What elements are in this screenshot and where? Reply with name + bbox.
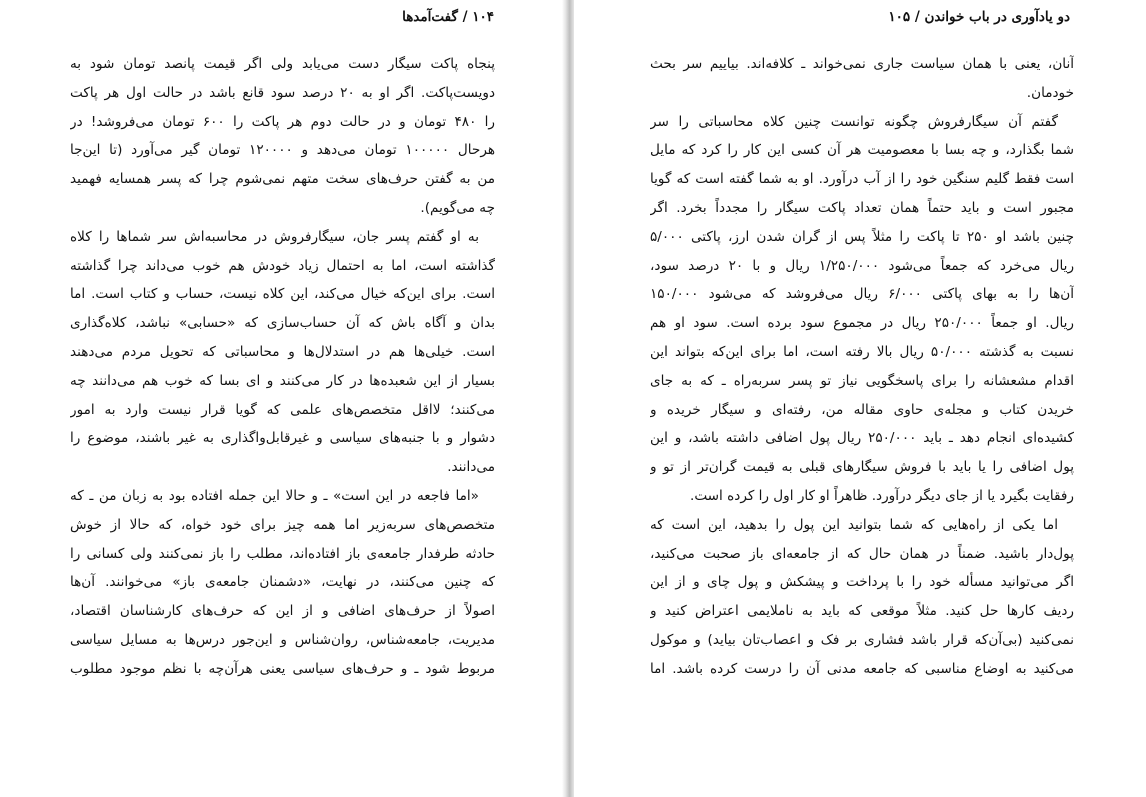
text-line: رفقایت بگیرد یا از جای دیگر درآورد. ظاهراً او کار اول را کرده است. [690,487,1074,504]
text-line: مجبور است و باید حتماً همان تعداد پاکت سیگار را مجدداً بخرد. اگر [650,199,1074,216]
text-line: آن‌ها را به بهای پاکتی ۶/۰۰۰ ریال می‌فروشد که می‌شود ۱۵۰/۰۰۰ [650,286,1074,303]
text-line: مربوط شود ـ و حرف‌های سیاسی یعنی هرآن‌چه با نظم موجود مطلوب [70,660,495,677]
text-line: پنجاه پاکت سیگار دست می‌یابد ولی اگر قیمت پانصد تومان شود به [70,56,495,72]
text-line: آنان، یعنی با همان سیاست جاری نمی‌خواند ـ کلافه‌اند. بیاییم سر بحث [650,56,1074,72]
text-line: اگر می‌توانید مسأله خود را با پرداخت و پیشکش و پول چای و از این [650,574,1074,591]
text-line: گفتم آن سیگارفروش چگونه توانست چنین کلاه محاسباتی را سر [650,113,1058,130]
text-line: پول اضافی را یا باید با فروش سیگارهای قبلی به قیمت گران‌تر از تو و [650,459,1074,476]
right-page-body [650,50,1074,684]
text-line: به او گفتم پسر جان، سیگارفروش در محاسبه‌اش سر شماها را کلاه [70,228,479,245]
text-line: متخصص‌های سربه‌زیر اما همه چیز برای خود خواه، که حالا از خوش [70,516,495,533]
text-line: چنین باشد او ۲۵۰ تا پاکت را مثلاً پس از گران شدن ارز، پاکتی ۵/۰۰۰ [650,228,1074,245]
text-line: که چنین می‌کنند، در نهایت، «دشمنان جامعه‌ی باز» می‌خوانند. آن‌ها [70,574,495,591]
text-line: کشیده‌ای انجام دهد ـ باید ۲۵۰/۰۰۰ ریال پول اضافی داشته باشد، و این [650,430,1074,447]
text-line: است. خیلی‌ها هم در استدلال‌ها و محاسباتی که تحویل مردم می‌دهند [70,343,495,360]
text-line: گذاشته است، اما به احتمال زیاد خودش هم خوب می‌داند چرا گذاشته [70,257,495,274]
text-line: است. برای این‌که خیال می‌کند، این کلاه نیست، حساب و کتاب است. اما [70,286,495,303]
left-page-body [70,50,495,684]
text-line: را ۴۸۰ تومان و در حالت دوم هر پاکت را ۶۰۰ تومان می‌فروشد! در [70,113,495,130]
text-line: اصولاً از حرف‌های اضافی و از این که حرف‌های کارشناسان اقتصاد، [70,603,495,620]
left-page-header: ۱۰۴ / گفت‌آمدها [402,9,494,25]
text-line: پول‌دار باشید. ضمناً در همان حال که از جامعه‌ای باز صحبت می‌کنید، [650,545,1074,562]
text-line: نمی‌کنید (بی‌آن‌که قرار باشد فشاری بر فک و اعصاب‌تان بیاید) و موکول [650,631,1074,648]
text-line: اما یکی از راه‌هایی که شما بتوانید این پول را بدهید، این است که [650,516,1058,533]
text-line: من به گفتن حرف‌های سخت متهم نمی‌شوم چرا که پسر همسایه فهمید [70,171,495,188]
text-line: بسیار از این شعبده‌ها در کار می‌کنند و ای بسا که خوب هم می‌دانند چه [70,372,495,389]
text-line: حادثه طرفدار جامعه‌ی باز افتاده‌اند، مطلب را باز نمی‌کنند ولی کسانی را [70,545,495,562]
text-line: می‌کنید به اوضاع مناسبی که جامعه مدنی آن را درست کرده باشد. اما [650,660,1074,677]
text-line: ردیف کارها حل کنید. مثلاً موقعی که باید به ناملایمی اعتراض کنید و [650,603,1074,620]
text-line: هرحال ۱۰۰۰۰۰ تومان می‌دهد و ۱۲۰۰۰۰ تومان گیر می‌آورد (تا این‌جا [70,142,495,159]
text-line: «اما فاجعه در این است» ـ و حالا این جمله افتاده بود به زبان من ـ که [70,487,479,504]
text-line: می‌کنند؛ لااقل متخصص‌های علمی که گویا قرار نیست وارد به امور [70,401,495,418]
text-line: بدان و آگاه باش که آن حساب‌سازی که «حسابی» نباشد، کلاه‌گذاری [70,315,495,332]
text-line: دشوار و با جنبه‌های سیاسی و غیرقابل‌واگذاری به غیر باشند، موضوع را [70,430,495,447]
text-line: دویست‌پاکت. اگر او به ۲۰ درصد سود قانع باشد در حالت اول هر پاکت [70,84,495,101]
text-line: شما بگذارد، و چه بسا با معصومیت هر آن کسی این کار را کرد که مایل [650,142,1074,159]
right-page-header: دو یادآوری در باب خواندن / ۱۰۵ [888,9,1070,25]
text-line: است فقط گلیم سنگین خود را از آب درآورد. او به شما گفته است که گویا [650,171,1074,188]
text-line: می‌دانند. [447,459,495,476]
left-page [0,0,566,797]
text-line: خریدن کتاب و مجله‌ی حاوی مقاله من، رفته‌ای و سیگار خریده و [650,401,1074,418]
text-line: چه می‌گویم). [420,199,495,216]
text-line: اقدام مشعشانه را برای پاسخگویی نیاز تو پسر سربه‌راه ـ که به جای [650,372,1074,389]
text-line: مدیریت، جامعه‌شناس، روان‌شناس و این‌جور درس‌ها به مسایل سیاسی [70,631,495,648]
text-line: ریال می‌خرد که جمعاً می‌شود ۱/۲۵۰/۰۰۰ ریال و با ۲۰ درصد سود، [650,257,1074,274]
text-line: نسبت به گذشته ۵۰/۰۰۰ ریال بالا رفته است، اما برای این‌که بتواند این [650,343,1074,360]
text-line: ریال. او جمعاً ۲۵۰/۰۰۰ ریال در مجموع سود برده است. سود او هم [650,315,1074,332]
text-line: خودمان. [1026,84,1074,101]
right-page [574,0,1146,797]
